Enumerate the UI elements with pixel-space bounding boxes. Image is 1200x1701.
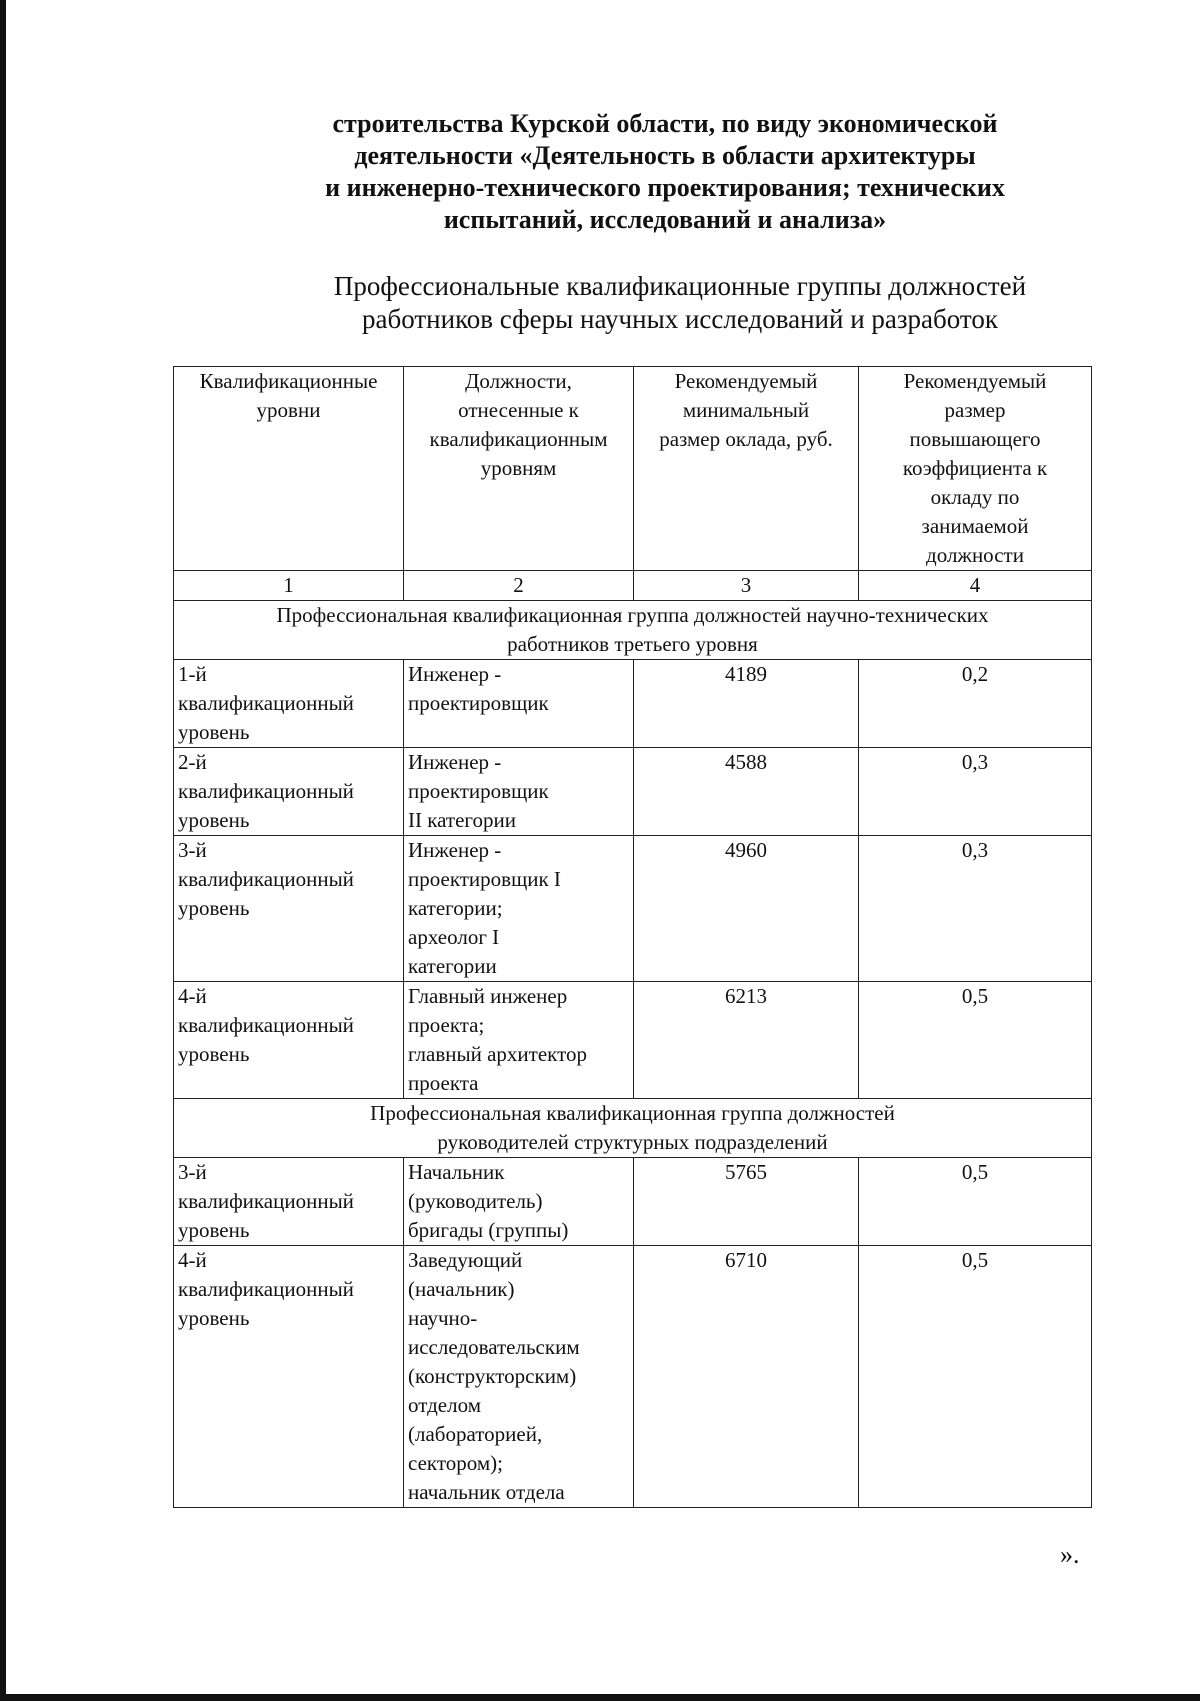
level-cell: 3-й квалификационный уровень <box>174 1158 404 1246</box>
salary-cell: 5765 <box>634 1158 859 1246</box>
level-cell: 4-й квалификационный уровень <box>174 982 404 1099</box>
header-min-salary: Рекомендуемый минимальный размер оклада, руб. <box>634 367 859 571</box>
positions-cell: Заведующий (начальник) научно- исследовательским (конструкторским) отделом (лабораторией, сектором); начальник отдела <box>404 1246 634 1508</box>
scan-left-edge <box>0 0 6 1701</box>
group-title: Профессиональная квалификационная группа должностей научно-технических работников третьего уровня <box>174 601 1092 660</box>
table-row <box>174 1246 1092 1508</box>
column-number: 1 <box>174 571 404 601</box>
heading-line: деятельности «Деятельность в области архитектуры <box>354 141 976 170</box>
positions-cell: Главный инженер проекта; главный архитектор проекта <box>404 982 634 1099</box>
column-number: 3 <box>634 571 859 601</box>
closing-quote-mark: ». <box>1060 1540 1080 1569</box>
subtitle-line: Профессиональные квалификационные группы должностей <box>333 271 1027 301</box>
document-heading <box>270 108 1060 236</box>
coefficient-cell: 0,5 <box>859 1246 1092 1508</box>
positions-cell: Инженер - проектировщик I категории; археолог I категории <box>404 836 634 982</box>
coefficient-cell: 0,5 <box>859 1158 1092 1246</box>
heading-line: испытаний, исследований и анализа» <box>443 205 887 234</box>
positions-cell: Инженер - проектировщик II категории <box>404 748 634 836</box>
level-cell: 4-й квалификационный уровень <box>174 1246 404 1508</box>
level-cell: 1-й квалификационный уровень <box>174 660 404 748</box>
table-row <box>174 982 1092 1099</box>
column-number: 2 <box>404 571 634 601</box>
coefficient-cell: 0,5 <box>859 982 1092 1099</box>
table-header-row <box>174 367 1092 571</box>
table-row <box>174 1158 1092 1246</box>
salary-cell: 6213 <box>634 982 859 1099</box>
positions-cell: Инженер - проектировщик <box>404 660 634 748</box>
group-title: Профессиональная квалификационная группа должностей руководителей структурных подразделений <box>174 1099 1092 1158</box>
column-number-row <box>174 571 1092 601</box>
salary-cell: 6710 <box>634 1246 859 1508</box>
table-row <box>174 660 1092 748</box>
salary-cell: 4189 <box>634 660 859 748</box>
coefficient-cell: 0,3 <box>859 748 1092 836</box>
level-cell: 2-й квалификационный уровень <box>174 748 404 836</box>
group-title-row <box>174 1099 1092 1158</box>
header-coefficient: Рекомендуемый размер повышающего коэффициента к окладу по занимаемой должности <box>859 367 1092 571</box>
header-qualification-levels: Квалификационные уровни <box>174 367 404 571</box>
subtitle-line: работников сферы научных исследований и разработок <box>362 304 998 334</box>
document-subtitle <box>280 270 1080 336</box>
header-positions: Должности, отнесенные к квалификационным уровням <box>404 367 634 571</box>
table-row <box>174 748 1092 836</box>
column-number: 4 <box>859 571 1092 601</box>
salary-cell: 4588 <box>634 748 859 836</box>
coefficient-cell: 0,2 <box>859 660 1092 748</box>
heading-line: строительства Курской области, по виду экономической <box>332 109 998 138</box>
positions-cell: Начальник (руководитель) бригады (группы) <box>404 1158 634 1246</box>
qualification-table <box>173 366 1092 1508</box>
salary-cell: 4960 <box>634 836 859 982</box>
level-cell: 3-й квалификационный уровень <box>174 836 404 982</box>
group-title-row <box>174 601 1092 660</box>
coefficient-cell: 0,3 <box>859 836 1092 982</box>
table-row <box>174 836 1092 982</box>
scan-bottom-edge <box>0 1694 1200 1701</box>
heading-line: и инженерно-технического проектирования; технических <box>325 173 1005 202</box>
